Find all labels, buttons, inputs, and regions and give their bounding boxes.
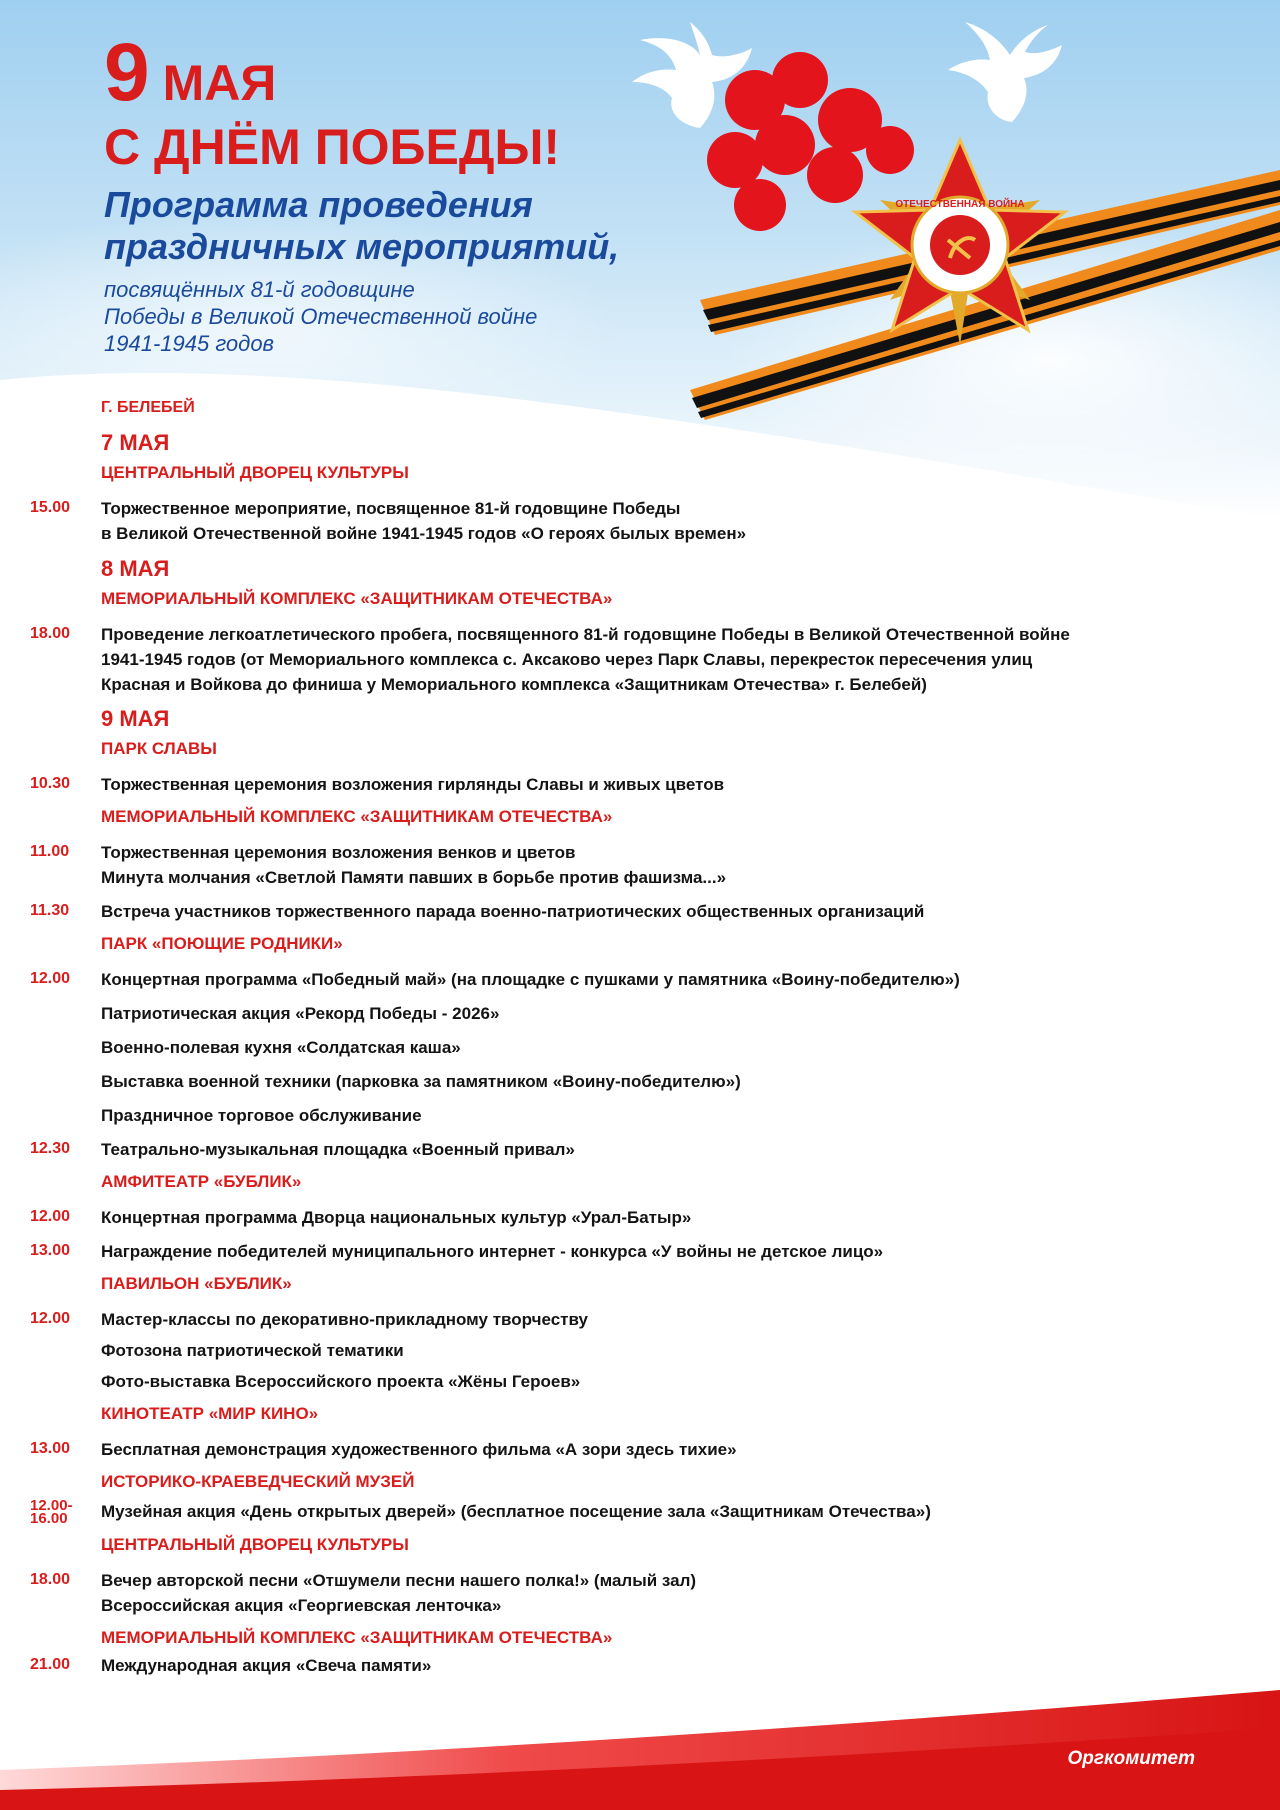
venue-heading: МЕМОРИАЛЬНЫЙ КОМПЛЕКС «ЗАЩИТНИКАМ ОТЕЧЕСТВА» [101,1628,613,1647]
event-row [30,772,1260,797]
event-text: Минута молчания «Светлой Памяти павших в борьбе против фашизма...» [101,868,727,887]
event-row [30,1205,1260,1230]
subtitle-line: праздничных мероприятий, [104,226,620,267]
event-row [30,1035,1260,1060]
event-time: 15.00 [30,499,71,516]
venue-heading: МЕМОРИАЛЬНЫЙ КОМПЛЕКС «ЗАЩИТНИКАМ ОТЕЧЕСТВА» [101,589,613,608]
event-row [30,1307,1260,1332]
event-text: Проведение легкоатлетического пробега, посвященного 81-й годовщине Победы в Великой Отечественной войне [101,625,1070,644]
event-row [30,496,1260,546]
event-row [30,1103,1260,1128]
event-text: Концертная программа Дворца национальных культур «Урал-Батыр» [101,1208,692,1227]
event-time: 12.00 [30,1310,71,1327]
event-text: Торжественное мероприятие, посвященное 81-й годовщине Победы [101,499,681,518]
dedication-line: 1941-1945 годов [104,331,275,356]
event-row [30,1001,1260,1026]
event-text: Вечер авторской песни «Отшумели песни нашего полка!» (малый зал) [101,1571,697,1590]
event-text: Фото-выставка Всероссийского проекта «Жёны Героев» [101,1372,581,1391]
event-row [30,967,1260,992]
event-row [30,1369,1260,1394]
event-text: Музейная акция «День открытых дверей» (бесплатное посещение зала «Защитникам Отечества») [101,1502,931,1521]
event-text: Выставка военной техники (парковка за памятником «Воину-победителю») [101,1072,741,1091]
event-row [30,1568,1260,1618]
event-text: Бесплатная демонстрация художественного фильма «А зори здесь тихие» [101,1440,737,1459]
event-text: в Великой Отечественной войне 1941-1945 годов «О героях былых времен» [101,524,747,543]
dove-icon [948,22,1062,122]
day-heading: 8 МАЯ [101,556,170,581]
event-row [30,1137,1260,1162]
event-time: 18.00 [30,625,71,642]
title-day-number: 9 [104,27,149,118]
dedication-line: Победы в Великой Отечественной войне [104,304,538,329]
event-time: 10.30 [30,775,71,792]
day-heading: 9 МАЯ [101,706,170,731]
event-text: Военно-полевая кухня «Солдатская каша» [101,1038,461,1057]
subtitle-line: Программа проведения [104,184,533,225]
venue-heading: АМФИТЕАТР «БУБЛИК» [101,1172,302,1191]
event-text: 1941-1945 годов (от Мемориального комплекса с. Аксаково через Парк Славы, перекресток пересечения улиц [101,650,1033,669]
venue-heading: ПАРК СЛАВЫ [101,739,217,758]
event-row [30,1653,1260,1678]
venue-heading: ПАВИЛЬОН «БУБЛИК» [101,1274,292,1293]
event-time-end: 16.00 [30,1510,68,1527]
event-text: Фотозона патриотической тематики [101,1341,404,1360]
event-text: Мастер-классы по декоративно-прикладному творчеству [101,1310,588,1329]
event-row [30,899,1260,924]
event-text: Торжественная церемония возложения гирлянды Славы и живых цветов [101,775,725,794]
event-text: Всероссийская акция «Георгиевская ленточка» [101,1596,502,1615]
event-program [30,398,1260,1687]
venue-heading: ЦЕНТРАЛЬНЫЙ ДВОРЕЦ КУЛЬТУРЫ [101,1535,409,1554]
event-time: 12.00 [30,970,71,987]
event-text: Международная акция «Свеча памяти» [101,1656,432,1675]
event-text: Концертная программа «Победный май» (на площадке с пушками у памятника «Воину-победителю») [101,970,960,989]
event-row [30,1239,1260,1264]
event-row [30,1338,1260,1363]
dedication-line: посвящённых 81-й годовщине [104,277,415,302]
city-label: Г. БЕЛЕБЕЙ [101,399,195,416]
event-text: Встреча участников торжественного парада военно-патриотических общественных организаций [101,902,925,921]
victory-emblem [620,0,1280,430]
event-text: Красная и Войкова до финиша у Мемориального комплекса «Защитникам Отечества» г. Белебей) [101,675,927,694]
event-time: 11.30 [30,902,70,919]
event-time: 12.30 [30,1140,71,1157]
event-time: 13.00 [30,1242,71,1259]
event-time: 13.00 [30,1440,71,1457]
event-text: Награждение победителей муниципального интернет - конкурса «У войны не детское лицо» [101,1242,884,1261]
venue-heading: ЦЕНТРАЛЬНЫЙ ДВОРЕЦ КУЛЬТУРЫ [101,463,409,482]
order-ring-text: ОТЕЧЕСТВЕННАЯ ВОЙНА [895,199,1025,210]
event-time-start: 12.00- [30,1497,73,1514]
venue-heading: ПАРК «ПОЮЩИЕ РОДНИКИ» [101,934,343,953]
event-time-range [30,1499,101,1525]
event-time: 18.00 [30,1571,71,1588]
title-month: МАЯ [162,55,277,111]
event-time: 11.00 [30,843,70,860]
footer-signature: Оргкомитет [1067,1748,1195,1769]
event-row [30,1499,1260,1525]
day-heading: 7 МАЯ [101,430,170,455]
venue-heading: КИНОТЕАТР «МИР КИНО» [101,1404,319,1423]
event-row [30,1069,1260,1094]
venue-heading: МЕМОРИАЛЬНЫЙ КОМПЛЕКС «ЗАЩИТНИКАМ ОТЕЧЕСТВА» [101,807,613,826]
event-text: Праздничное торговое обслуживание [101,1106,422,1125]
event-row [30,1437,1260,1462]
carnation-flowers [707,52,914,231]
event-row [30,622,1260,697]
event-time: 12.00 [30,1208,71,1225]
event-text: Театрально-музыкальная площадка «Военный привал» [101,1140,575,1159]
event-text: Торжественная церемония возложения венков и цветов [101,843,576,862]
event-row [30,840,1260,890]
title-greeting: С ДНЁМ ПОБЕДЫ! [104,119,561,175]
venue-heading: ИСТОРИКО-КРАЕВЕДЧЕСКИЙ МУЗЕЙ [101,1472,415,1491]
event-text: Патриотическая акция «Рекорд Победы - 2026» [101,1004,500,1023]
event-time: 21.00 [30,1656,71,1673]
